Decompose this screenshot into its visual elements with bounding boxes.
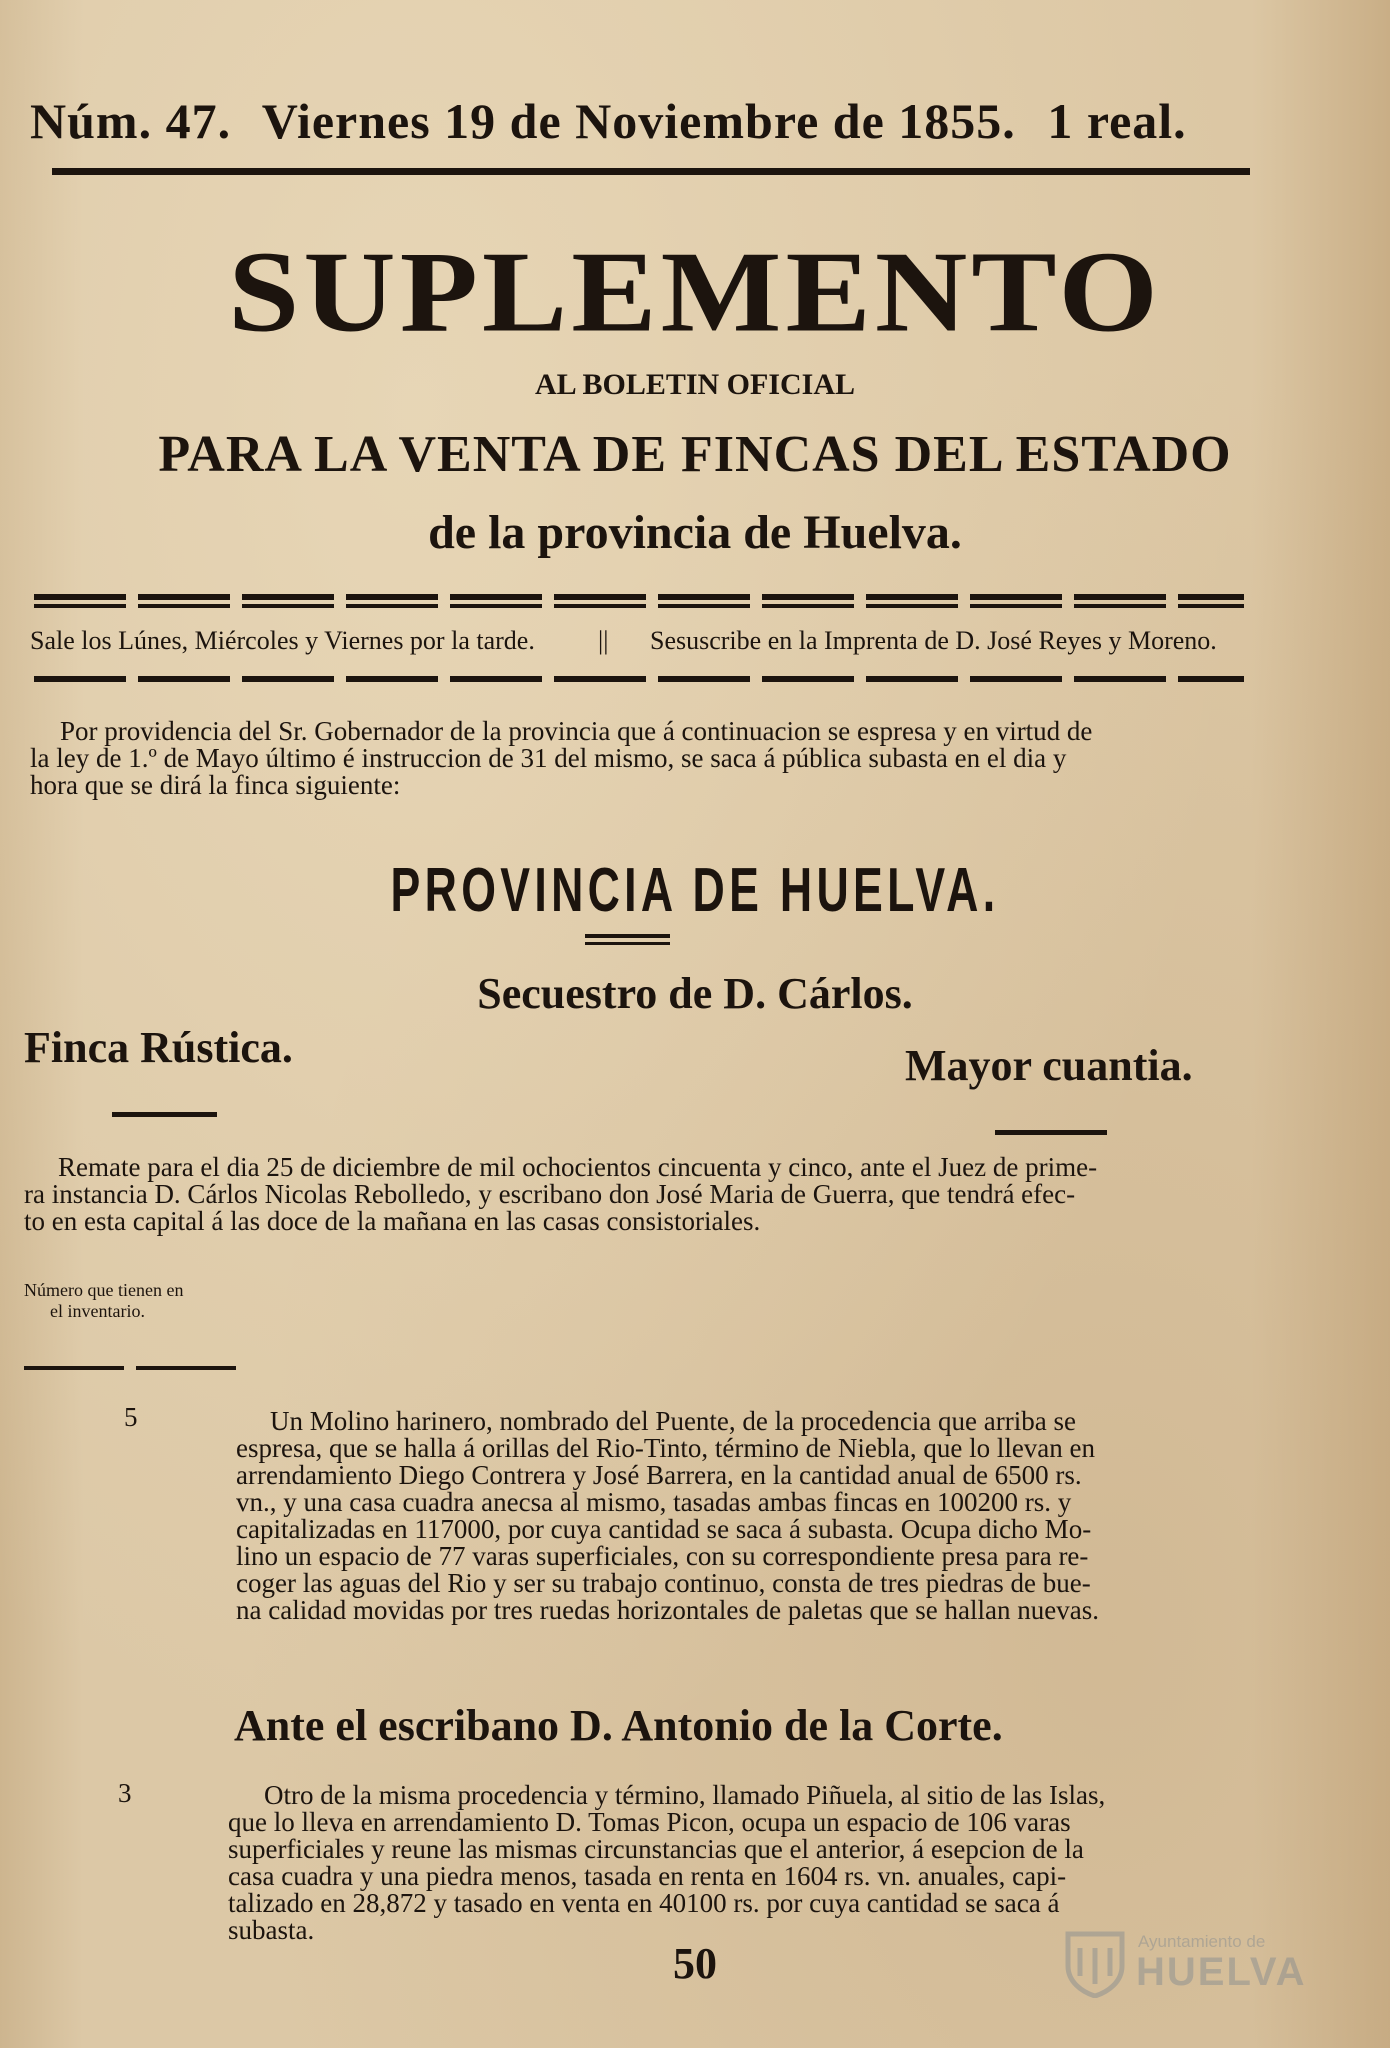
intro-line: hora que se dirá la finca siguiente:	[30, 770, 401, 800]
subtitle-venta: PARA LA VENTA DE FINCAS DEL ESTADO	[158, 426, 1232, 483]
short-rule-left	[112, 1112, 217, 1117]
remate-paragraph	[24, 1154, 1244, 1235]
item1-line: vn., y una casa cuadra anecsa al mismo, tasadas ambas fincas en 100200 rs. y	[236, 1487, 1072, 1517]
item1-line: lino un espacio de 77 varas superficiales, con su correspondiente presa para re-	[236, 1541, 1089, 1571]
page-title: SUPLEMENTO	[228, 228, 1162, 356]
issue-number: Núm. 47.	[30, 93, 232, 149]
province-heading: PROVINCIA DE HUELVA.	[390, 856, 1000, 925]
item1-line: na calidad movidas por tres ruedas horizontales de paletas que se hallan nuevas.	[236, 1595, 1099, 1625]
item1-line: Un Molino harinero, nombrado del Puente, de la procedencia que arriba se	[270, 1406, 1076, 1436]
item2-description	[228, 1782, 1225, 1944]
inventory-rule	[24, 1366, 242, 1370]
subtitle-boletin: AL BOLETIN OFICIAL	[534, 368, 856, 401]
archive-watermark	[1060, 1928, 1310, 1998]
inventory-number: 5	[124, 1402, 138, 1432]
escribano-heading: Ante el escribano D. Antonio de la Corte.	[234, 1701, 1003, 1750]
item1-line: coger las aguas del Rio y ser su trabajo continuo, consta de tres piedras de bue-	[236, 1568, 1091, 1598]
cuantia-type: Mayor cuantia.	[905, 1041, 1193, 1090]
issue-date: Viernes 19 de Noviembre de 1855.	[261, 93, 1016, 149]
dashed-rule-top-2	[34, 604, 1244, 608]
item2-line: talizado en 28,872 y tasado en venta en 40100 rs. por cuya cantidad se saca á	[228, 1888, 1060, 1918]
item2-line: subasta.	[228, 1915, 315, 1945]
masthead-line	[30, 92, 1260, 150]
dashed-rule-bottom	[34, 676, 1244, 682]
info-separator: ||	[598, 626, 609, 655]
item1-line: arrendamiento Diego Contrera y José Barrera, en la cantidad anual de 6500 rs.	[236, 1460, 1082, 1490]
inventory-note-line: el inventario.	[50, 1301, 145, 1321]
item2-line: casa cuadra y una piedra menos, tasada en renta en 1604 rs. vn. anuales, capi-	[228, 1861, 1067, 1891]
dashed-rule-top	[34, 594, 1244, 600]
subscription-info: Sesuscribe en la Imprenta de D. José Reyes y Moreno.	[650, 626, 1217, 655]
inventory-note-line: Número que tienen en	[24, 1280, 184, 1300]
remate-line: ra instancia D. Cárlos Nicolas Rebolledo, y escribano don José Maria de Guerra, que tendrá efec-	[24, 1179, 1076, 1209]
secuestro-heading: Secuestro de D. Cárlos.	[477, 969, 913, 1018]
remate-line: to en esta capital á las doce de la mañana en las casas consistoriales.	[24, 1206, 761, 1236]
item2-line: Otro de la misma procedencia y término, llamado Piñuela, al sitio de las Islas,	[264, 1780, 1106, 1810]
item1-description	[236, 1408, 1229, 1624]
page-number: 50	[673, 1939, 717, 1988]
remate-line: Remate para el dia 25 de diciembre de mil ochocientos cincuenta y cinco, ante el Juez de prime-	[58, 1152, 1098, 1182]
issue-price: 1 real.	[1047, 93, 1187, 149]
short-rule-2	[585, 942, 670, 945]
publication-schedule: Sale los Lúnes, Miércoles y Viernes por la tarde.	[30, 626, 535, 655]
intro-line: la ley de 1.º de Mayo último é instruccion de 31 del mismo, se saca á pública subasta en el dia y	[30, 743, 1067, 773]
inventory-note	[24, 1280, 183, 1322]
item1-line: espresa, que se halla á orillas del Rio-Tinto, término de Niebla, que lo llevan en	[236, 1433, 1096, 1463]
item1-line: capitalizadas en 117000, por cuya cantidad se saca á subasta. Ocupa dicho Mo-	[236, 1514, 1092, 1544]
item2-line: que lo lleva en arrendamiento D. Tomas Picon, ocupa un espacio de 106 varas	[228, 1807, 1071, 1837]
short-rule-right	[995, 1130, 1107, 1135]
inventory-number: 3	[118, 1778, 132, 1808]
shield-icon	[1060, 1928, 1130, 1998]
subtitle-provincia: de la provincia de Huelva.	[428, 506, 962, 559]
finca-type: Finca Rústica.	[24, 1023, 293, 1072]
short-rule	[585, 934, 670, 938]
intro-paragraph	[30, 718, 1245, 799]
intro-line: Por providencia del Sr. Gobernador de la provincia que á continuacion se espresa y en virtud de	[60, 716, 1093, 746]
header-rule	[52, 168, 1250, 175]
watermark-line: HUELVA	[1136, 1950, 1307, 1994]
item2-line: superficiales y reune las mismas circunstancias que el anterior, á esepcion de la	[228, 1834, 1084, 1864]
watermark-line: Ayuntamiento de	[1138, 1932, 1266, 1951]
